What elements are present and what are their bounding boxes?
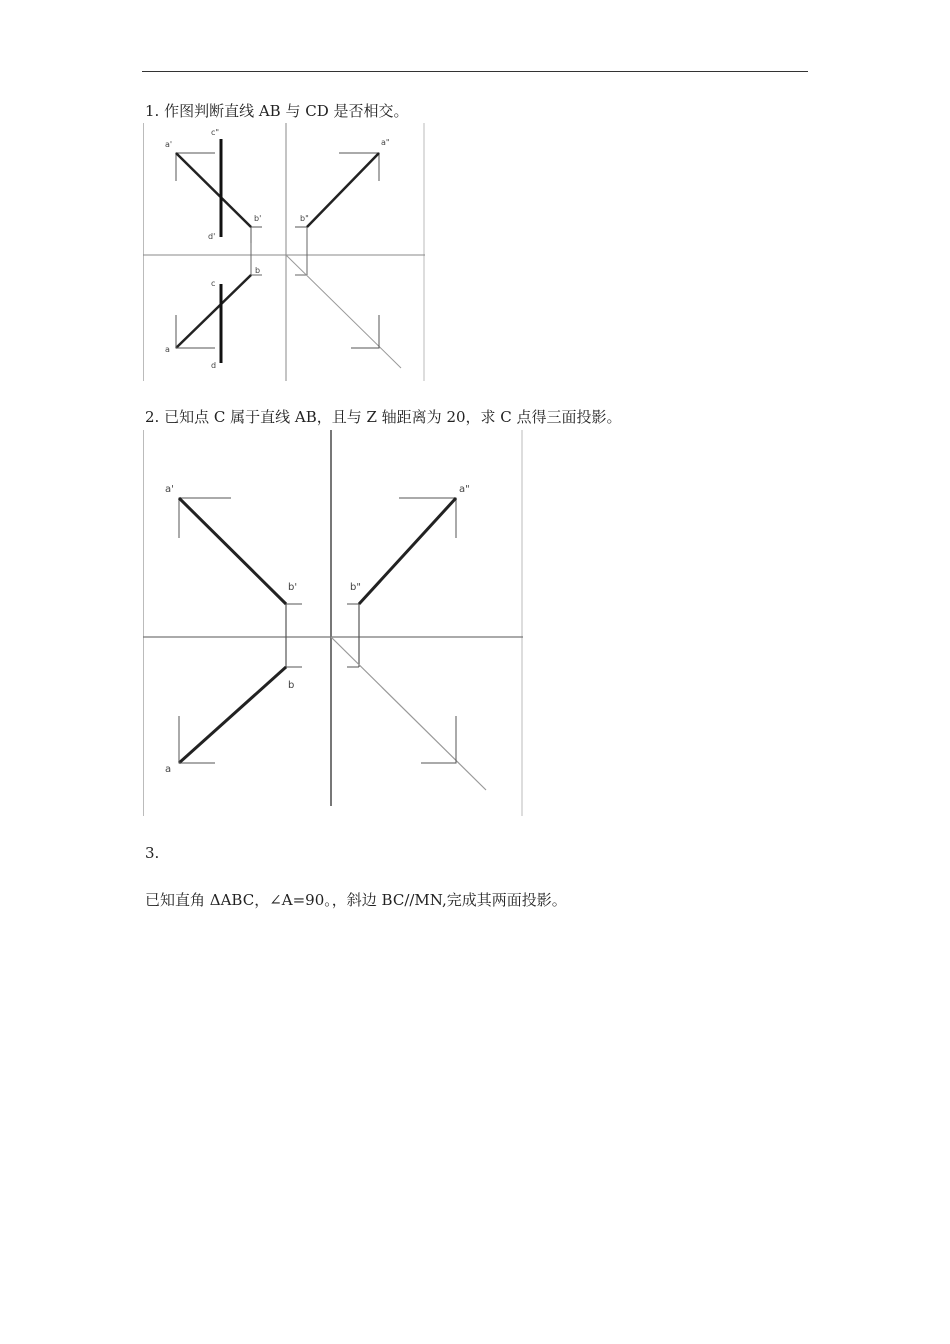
miter-line <box>331 637 486 790</box>
header-rule <box>142 71 808 72</box>
line-ab-front <box>179 498 286 604</box>
label-a-side: a" <box>381 138 390 147</box>
label-a-top: a <box>165 345 170 354</box>
line-ab-top <box>179 667 286 763</box>
label-a-top: a <box>165 764 172 775</box>
label-a-front: a' <box>165 140 173 149</box>
question-2: 2. 已知点 C 属于直线 AB，且与 Z 轴距离为 20，求 C 点得三面投影。 <box>145 408 622 426</box>
label-c-top: c <box>211 279 216 288</box>
line-ab-side <box>307 153 379 227</box>
miter-line <box>286 255 401 368</box>
line-ab-front <box>176 153 251 227</box>
label-b-top: b <box>255 266 261 275</box>
label-a-side: a" <box>459 484 470 495</box>
label-b-front: b' <box>288 582 298 593</box>
question-3-number: 3. <box>145 844 160 862</box>
label-c-front: c" <box>211 128 220 137</box>
figure-1 <box>143 123 425 381</box>
label-d-top: d <box>211 361 217 370</box>
label-a-front: a' <box>165 484 174 495</box>
question-3-text: 已知直角 ΔABC，∠A=90。，斜边 BC//MN,完成其两面投影。 <box>145 891 567 909</box>
label-b-top: b <box>288 680 295 691</box>
line-ab-side <box>359 498 456 604</box>
label-b-side: b" <box>300 214 309 223</box>
figure-2 <box>143 430 523 816</box>
label-d-front: d' <box>208 232 216 241</box>
question-1: 1. 作图判断直线 AB 与 CD 是否相交。 <box>145 102 409 120</box>
label-b-side: b" <box>350 582 361 593</box>
label-b-front: b' <box>254 214 262 223</box>
